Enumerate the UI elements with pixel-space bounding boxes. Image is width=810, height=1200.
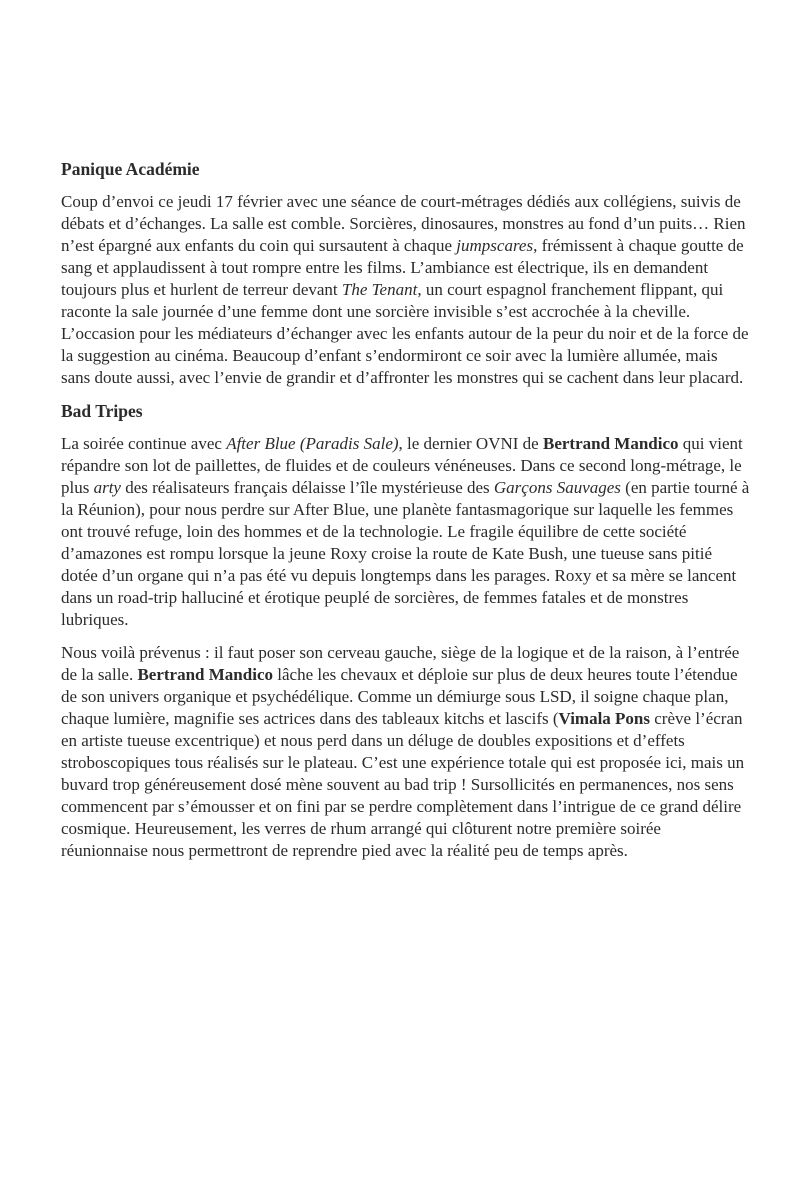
section-heading-panique-academie: Panique Académie	[61, 159, 200, 179]
section-bad-tripes	[61, 400, 751, 862]
paragraph-bad-tripes-2: Nous voilà prévenus : il faut poser son cerveau gauche, siège de la logique et de la raison, à l’entrée de la salle. Bertrand Mandico lâche les chevaux et déploie sur plus de deux heures toute l’étendue de son univers organique et psychédélique. Comme un démiurge sous LSD, il soigne chaque plan, chaque lumière, magnifie ses actrices dans des tableaux kitchs et lascifs (Vimala Pons crève l’écran en artiste tueuse excentrique) et nous perd dans un déluge de doubles expositions et d’effets stroboscopiques tous réalisés sur le plateau. C’est une expérience totale qui est proposée ici, mais un buvard trop généreusement dosé mène souvent au bad trip ! Sursollicités en permanences, nos sens commencent par s’émousser et on fini par se perdre complètement dans l’intrigue de ce grand délire cosmique. Heureusement, les verres de rhum arrangé qui clôturent notre première soirée réunionnaise nous permettront de reprendre pied avec la réalité peu de temps après.	[61, 643, 745, 860]
paragraph-bad-tripes-1: La soirée continue avec After Blue (Paradis Sale), le dernier OVNI de Bertrand Mandico qui vient répandre son lot de paillettes, de fluides et de couleurs vénéneuses. Dans ce second long-métrage, le plus arty des réalisateurs français délaisse l’île mystérieuse des Garçons Sauvages (en partie tourné à la Réunion), pour nous perdre sur After Blue, une planète fantasmagorique sur laquelle les femmes ont trouvé refuge, loin des hommes et de la technologie. Le fragile équilibre de cette société d’amazones est rompu lorsque la jeune Roxy croise la route de Kate Bush, une tueuse sans pitié dotée d’un organe qui n’a pas été vu depuis longtemps dans les parages. Roxy et sa mère se lancent dans un road-trip halluciné et érotique peuplé de sorcières, de femmes fatales et de monstres lubriques.	[61, 434, 750, 629]
section-panique-academie	[61, 158, 751, 389]
section-heading-bad-tripes: Bad Tripes	[61, 401, 143, 421]
paragraph-panique-academie: Coup d’envoi ce jeudi 17 février avec une séance de court-métrages dédiés aux collégiens, suivis de débats et d’échanges. La salle est comble. Sorcières, dinosaures, monstres au fond d’un puits… Rien n’est épargné aux enfants du coin qui sursautent à chaque jumpscares, frémissent à chaque goutte de sang et applaudissent à tout rompre entre les films. L’ambiance est électrique, ils en demandent toujours plus et hurlent de terreur devant The Tenant, un court espagnol franchement flippant, qui raconte la sale journée d’une femme dont une sorcière invisible s’est accrochée à la cheville. L’occasion pour les médiateurs d’échanger avec les enfants autour de la peur du noir et de la force de la suggestion au cinéma. Beaucoup d’enfant s’endormiront ce soir avec la lumière allumée, mais sans doute aussi, avec l’envie de grandir et d’affronter les monstres qui se cachent dans leur placard.	[61, 192, 749, 387]
